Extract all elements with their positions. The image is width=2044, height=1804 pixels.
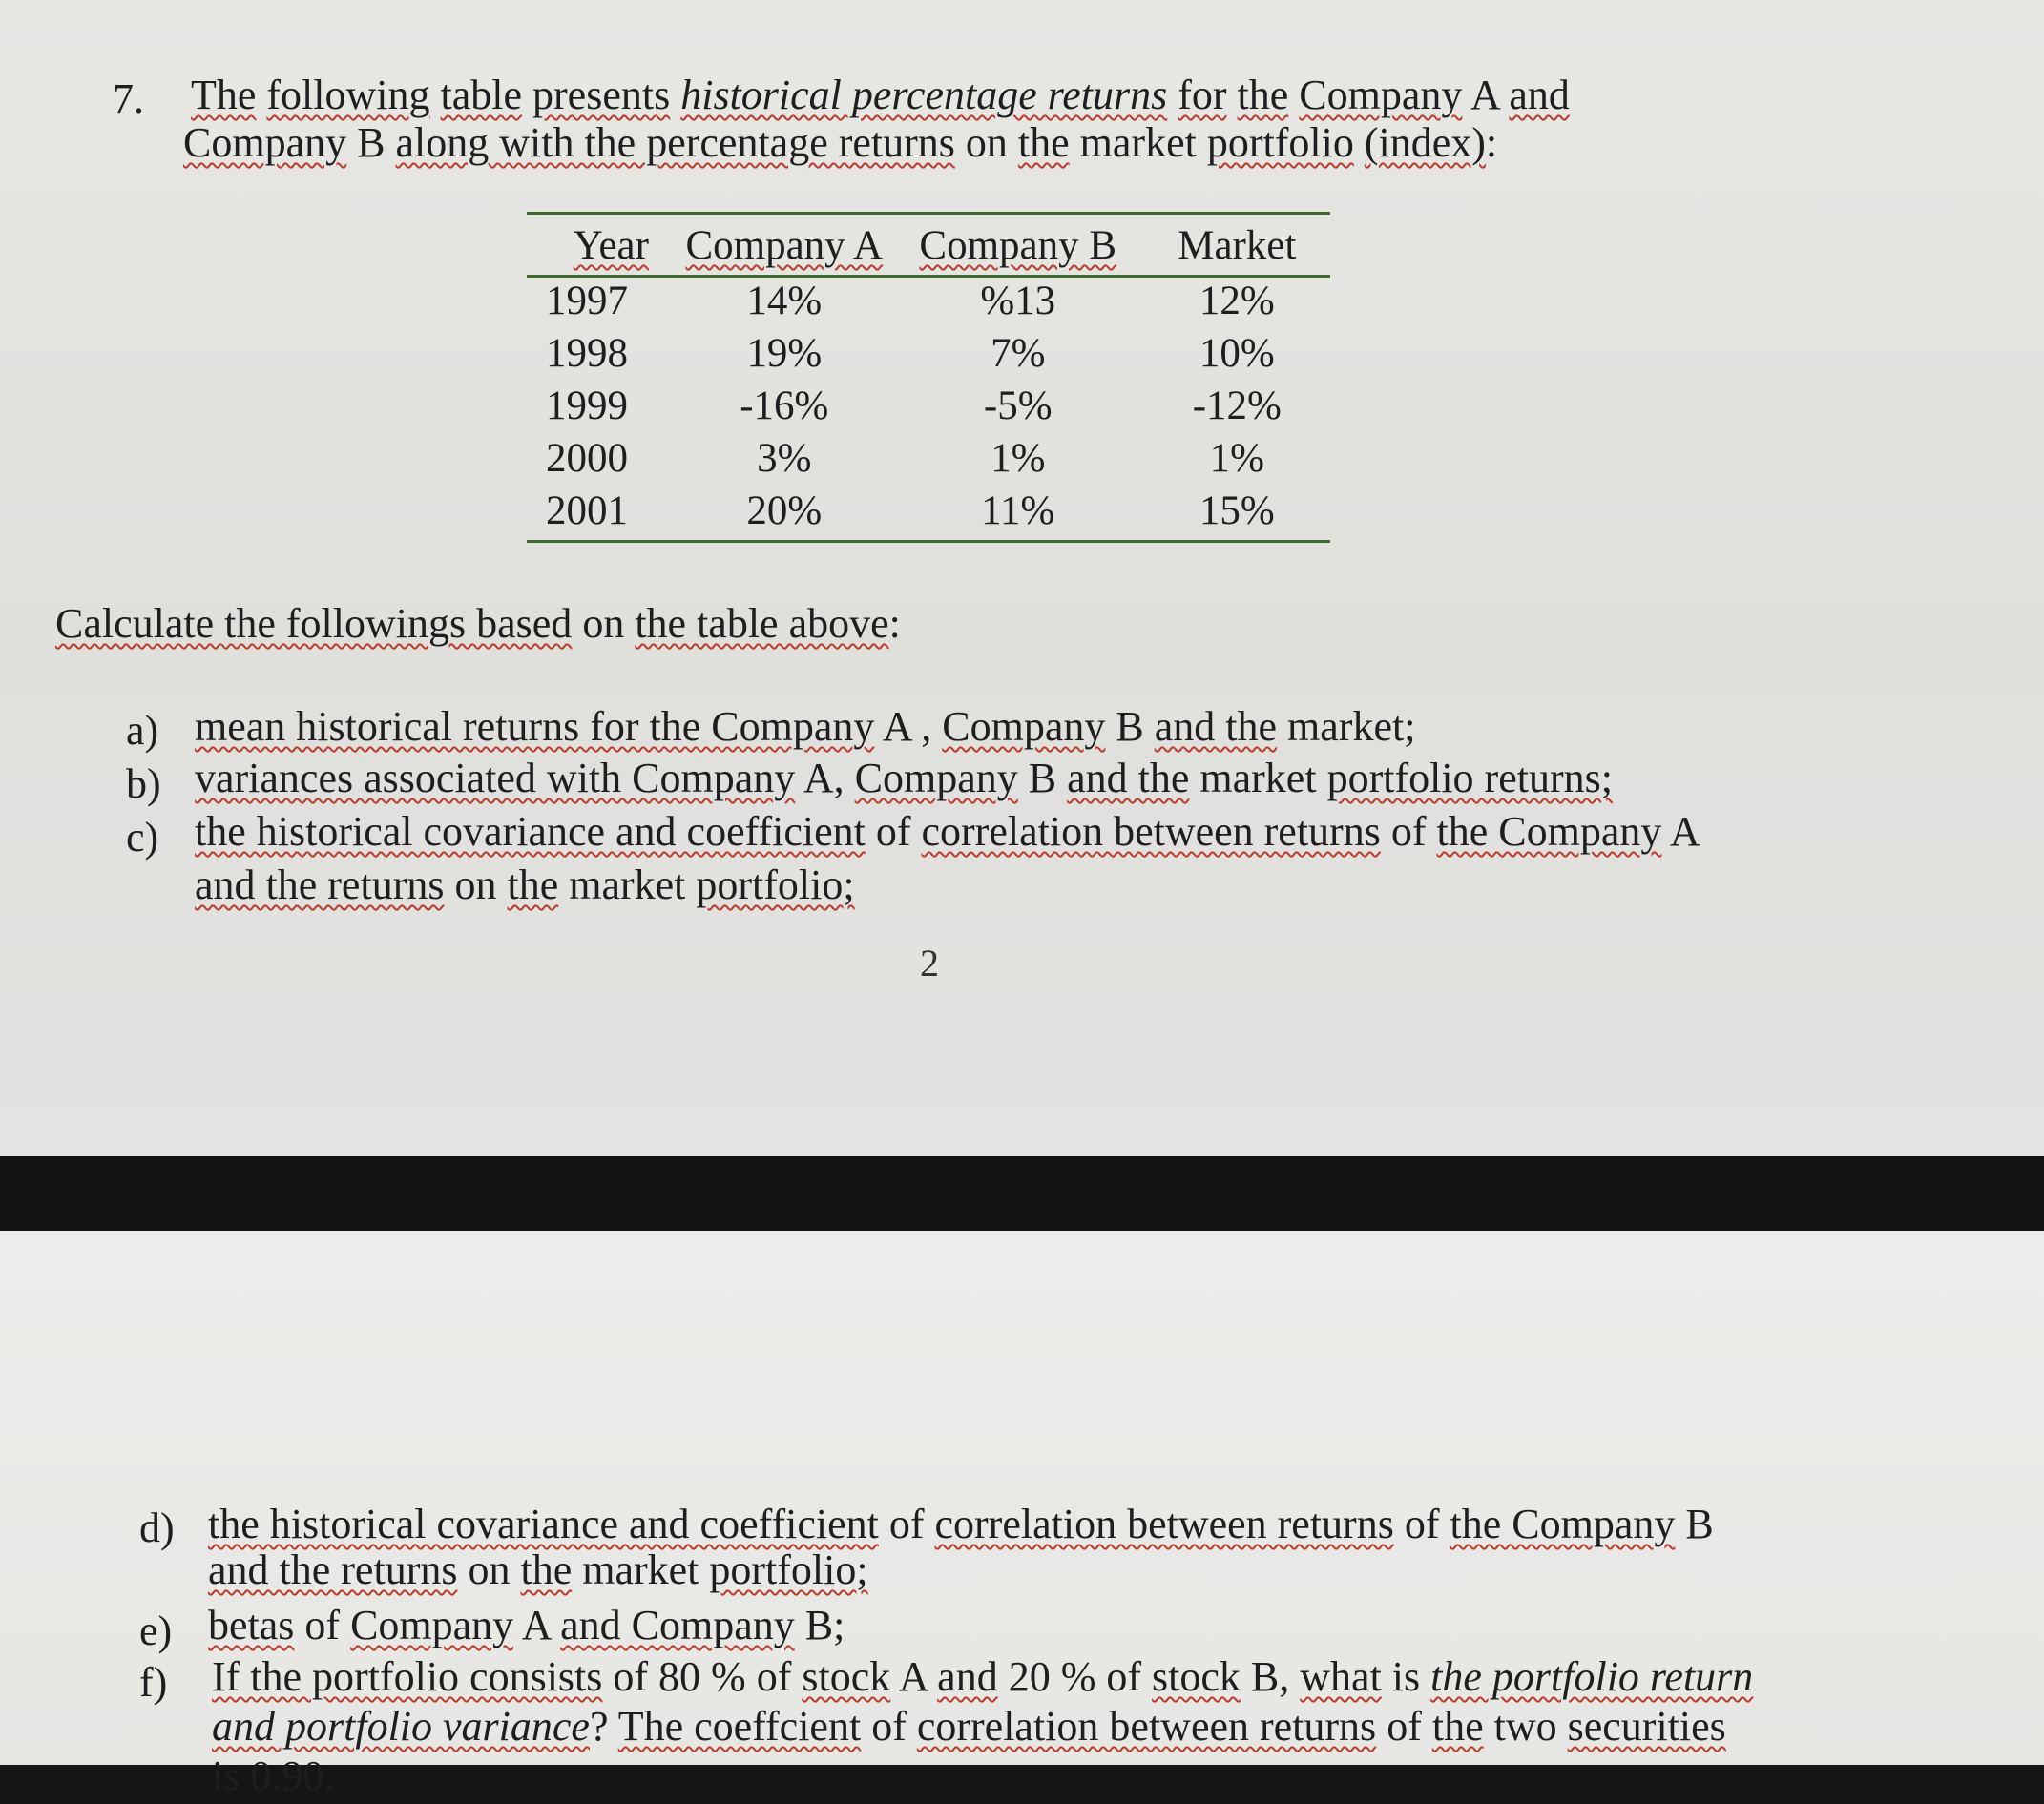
table-row: [527, 277, 1330, 331]
cell-company-b: %13: [980, 279, 1056, 323]
cell-company-a: 3%: [757, 436, 812, 481]
item-f-text-line-3: is 0.90.: [212, 1752, 335, 1799]
item-f-text-line-2: and portfolio variance? The coeffcient of correlation between returns of the two securities: [212, 1703, 1726, 1750]
item-b-label: b): [126, 760, 161, 807]
cell-year: 1997: [546, 279, 628, 323]
cell-market: -12%: [1192, 384, 1282, 428]
instruction-text: Calculate the followings based on the table above:: [55, 600, 901, 647]
item-c-text-line-1: the historical covariance and coefficient of correlation between returns of the Company A: [195, 808, 1700, 855]
item-c-label: c): [126, 814, 159, 861]
cell-company-a: 19%: [746, 331, 823, 376]
cell-company-b: -5%: [983, 384, 1053, 428]
item-d-label: d): [139, 1504, 175, 1551]
item-d-text-line-2: and the returns on the market portfolio;: [208, 1546, 868, 1593]
cell-market: 12%: [1199, 279, 1275, 323]
item-e-text: betas of Company A and Company B;: [208, 1602, 845, 1648]
cell-year: 2001: [527, 487, 677, 542]
header-company-a: Company A: [677, 214, 892, 277]
header-year: Year: [527, 214, 677, 277]
item-a-label: a): [126, 707, 159, 754]
question-number: 7.: [113, 75, 144, 122]
cell-year: 2000: [546, 436, 628, 481]
header-company-b: Company B: [892, 214, 1144, 277]
question-intro-line-2: Company B along with the percentage returns on the market portfolio (index):: [183, 119, 1498, 166]
page-divider: [0, 1156, 2044, 1231]
returns-table: [527, 212, 1330, 543]
question-intro-line-1: The following table presents historical percentage returns for the Company A and: [191, 72, 1570, 118]
table-row: [527, 383, 1330, 435]
cell-company-a: 14%: [746, 279, 823, 323]
item-e-label: e): [139, 1607, 173, 1654]
cell-market: 1%: [1209, 436, 1264, 481]
cell-company-a: 20%: [677, 487, 892, 542]
header-market: Market: [1144, 214, 1330, 277]
item-a-text: mean historical returns for the Company A , Company B and the market;: [195, 703, 1416, 750]
page-number: 2: [920, 942, 939, 985]
cell-company-b: 11%: [892, 487, 1144, 542]
cell-market: 10%: [1199, 331, 1275, 376]
cell-company-b: 1%: [991, 436, 1046, 481]
cell-market: 15%: [1144, 487, 1330, 542]
table-row: [527, 330, 1330, 383]
table-row: [527, 435, 1330, 487]
item-b-text: variances associated with Company A, Company B and the market portfolio returns;: [195, 755, 1613, 801]
table-header-row: [527, 214, 1330, 277]
table-row: [527, 487, 1330, 542]
item-c-text-line-2: and the returns on the market portfolio;: [195, 861, 855, 908]
cell-company-b: 7%: [991, 331, 1046, 376]
item-f-text-line-1: If the portfolio consists of 80 % of stock A and 20 % of stock B, what is the portfolio return: [212, 1653, 1754, 1700]
cell-year: 1999: [546, 384, 628, 428]
item-d-text-line-1: the historical covariance and coefficient of correlation between returns of the Company B: [208, 1501, 1714, 1547]
cell-company-a: -16%: [740, 384, 829, 428]
cell-year: 1998: [546, 331, 628, 376]
item-f-label: f): [139, 1659, 168, 1706]
